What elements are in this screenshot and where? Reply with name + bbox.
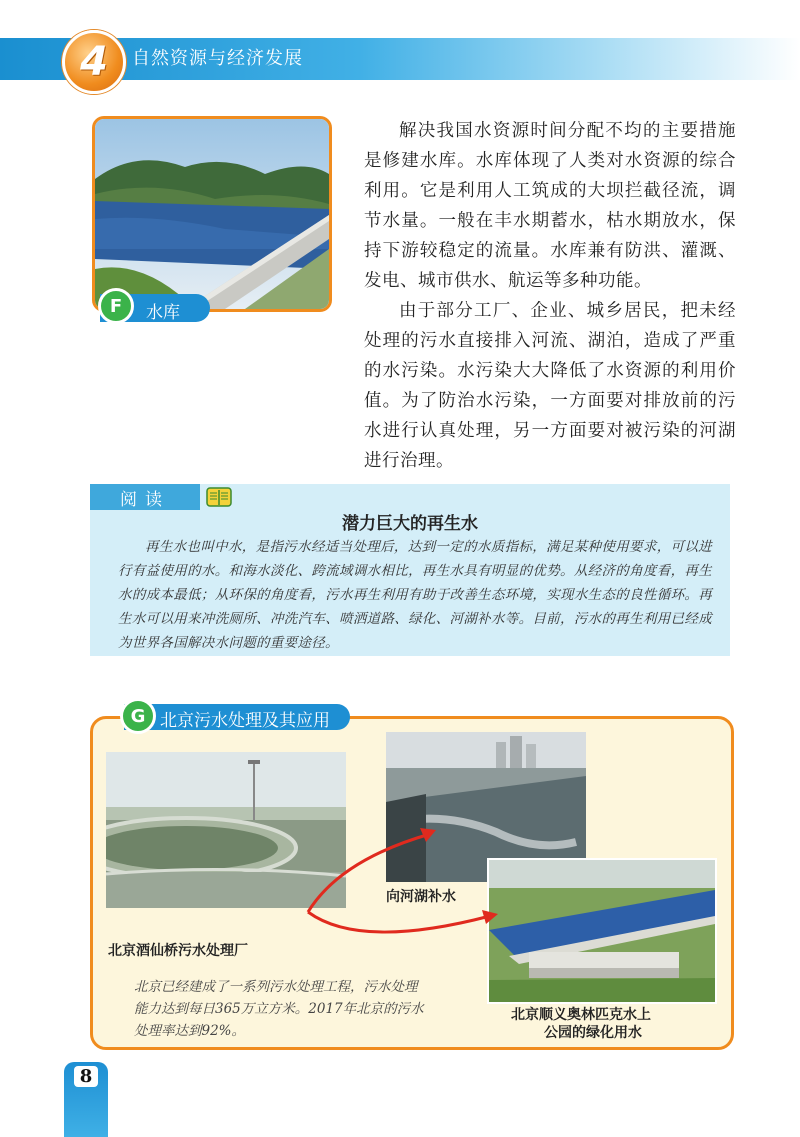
caption-olympic-park-line2: 公园的绿化用水: [544, 1025, 642, 1041]
figure-g-letter: G: [120, 698, 156, 734]
reading-tab: 阅读: [90, 484, 200, 510]
caption-treatment-plant: 北京酒仙桥污水处理厂: [108, 943, 248, 959]
caption-river-replenish: 向河湖补水: [386, 889, 456, 905]
reading-text: 再生水也叫中水，是指污水经适当处理后，达到一定的水质指标，满足某种使用要求，可以进行有益使用的水。和海水淡化、跨流域调水相比，再生水具有明显的优势。从经济的角度看，再生水的成本最低；从环保的角度看，污水再生利用有助于改善生态环境，实现水生态的良性循环。再生水可以用来冲洗厕所、冲洗汽车、喷洒道路、绿化、河湖补水等。目前，污水的再生利用已经成为世界各国解决水问题的重要途径。: [118, 539, 712, 651]
body-text: [364, 116, 736, 476]
chapter-title: 自然资源与经济发展: [132, 48, 303, 69]
olympic-park-photo: [487, 858, 717, 1004]
chapter-badge: [62, 30, 126, 94]
page-number: 8: [74, 1066, 98, 1087]
reservoir-photo: [92, 116, 332, 312]
arrow-plant-to-park: [308, 912, 490, 932]
paragraph-pollution: 由于部分工厂、企业、城乡居民，把未经处理的污水直接排入河流、湖泊，造成了严重的水污染。水污染大大降低了水资源的利用价值。为了防治水污染，一方面要对排放前的污水进行认真处理，另一方面要对被污染的河湖进行治理。: [364, 301, 736, 471]
figure-g-note: 北京已经建成了一系列污水处理工程，污水处理能力达到每日365万立方米。2017年北京的污水处理率达到92%。: [134, 979, 424, 1039]
figure-f-caption: 水库: [146, 303, 180, 323]
figure-f-letter: F: [98, 288, 134, 324]
reading-title: 潜力巨大的再生水: [342, 514, 478, 534]
arrow-plant-to-river: [308, 834, 430, 912]
flow-arrows: [300, 820, 520, 960]
caption-olympic-park-line1: 北京顺义奥林匹克水上: [511, 1007, 651, 1023]
figure-g-title: 北京污水处理及其应用: [160, 711, 330, 731]
book-icon: [206, 486, 232, 508]
chapter-number: 4: [80, 39, 108, 85]
paragraph-reservoir: 解决我国水资源时间分配不均的主要措施是修建水库。水库体现了人类对水资源的综合利用。它是利用人工筑成的大坝拦截径流，调节水量。一般在丰水期蓄水，枯水期放水，保持下游较稳定的流量。水库兼有防洪、灌溉、发电、城市供水、航运等多种功能。: [364, 121, 736, 291]
